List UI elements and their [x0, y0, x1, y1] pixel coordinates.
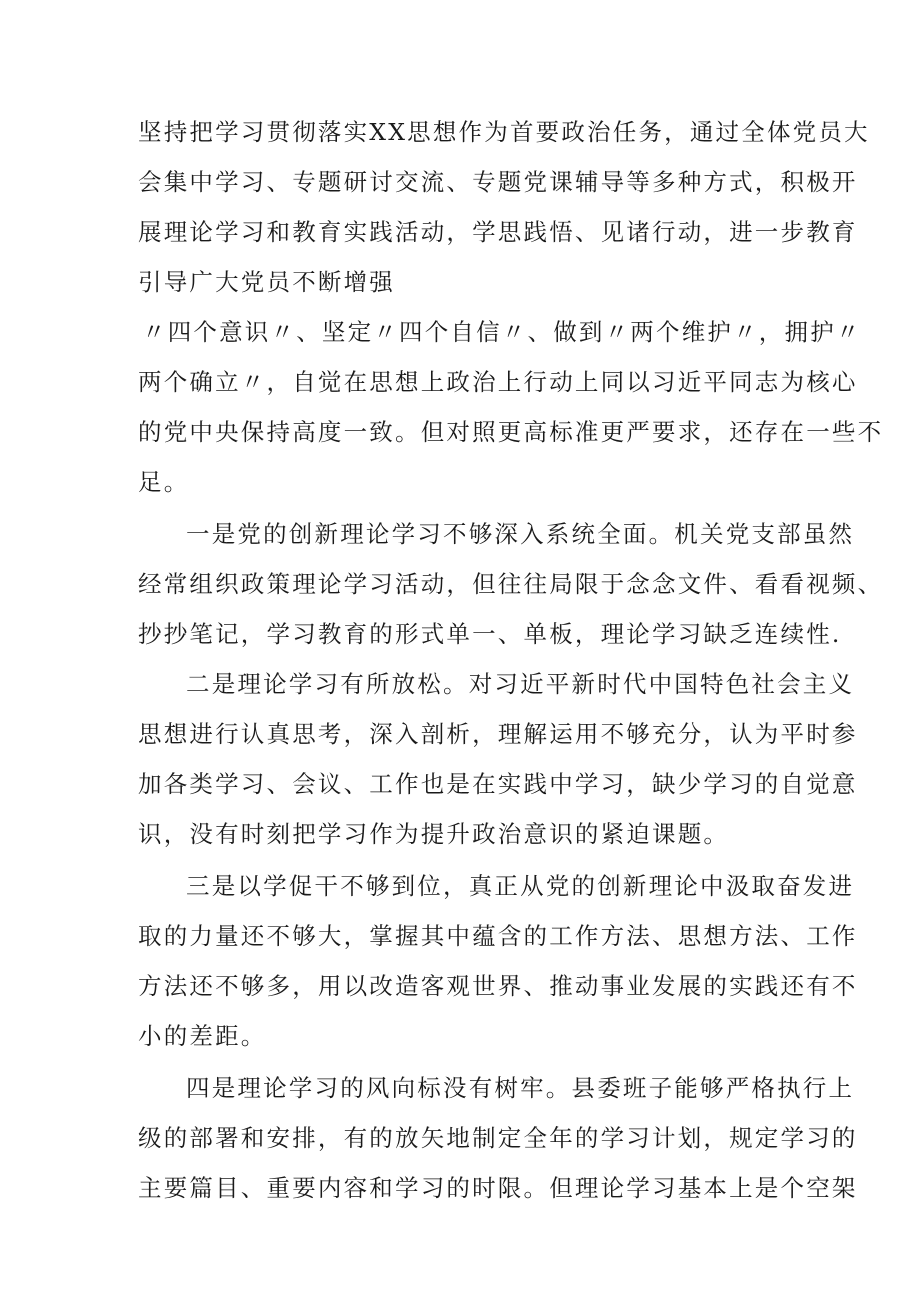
text-line-3: 展理论学习和教育实践活动，学思践悟、见诸行动，进一步教育 [138, 218, 858, 246]
paragraph-3-line-4: 小的差距。 [138, 1022, 267, 1050]
paragraph-2-line-2: 思想进行认真思考，深入剖析，理解运用不够充分，认为平时参 [138, 720, 858, 748]
text-line-7: 的党中央保持高度一致。但对照更高标准更严要求，还存在一些不 [138, 418, 884, 446]
paragraph-2-line-4: 识，没有时刻把学习作为提升政治意识的紧迫课题。 [138, 820, 730, 848]
paragraph-1-line-2: 经常组织政策理论学习活动，但往往局限于念念文件、看看视频、 [138, 570, 884, 598]
text-line-2: 会集中学习、专题研讨交流、专题党课辅导等多种方式，积极开 [138, 168, 858, 196]
paragraph-2-line-3: 加各类学习、会议、工作也是在实践中学习，缺少学习的自觉意 [138, 770, 858, 798]
paragraph-3-line-3: 方法还不够多，用以改造客观世界、推动事业发展的实践还有不 [138, 972, 858, 1000]
paragraph-4-line-1: 四是理论学习的风向标没有树牢。县委班子能够严格执行上 [186, 1074, 855, 1102]
paragraph-4-line-3: 主要篇目、重要内容和学习的时限。但理论学习基本上是个空架 [138, 1174, 858, 1202]
paragraph-4-line-2: 级的部署和安排，有的放矢地制定全年的学习计划，规定学习的 [138, 1124, 858, 1152]
text-line-4: 引导广大党员不断增强 [138, 268, 395, 296]
text-line-6: 两个确立〃，自觉在思想上政治上行动上同以习近平同志为核心 [138, 368, 858, 396]
paragraph-3-line-1: 三是以学促干不够到位，真正从党的创新理论中汲取奋发进 [186, 872, 855, 900]
text-line-5: 〃四个意识〃、坚定〃四个自信〃、做到〃两个维护〃，拥护〃 [142, 318, 862, 346]
text-line-1: 坚持把学习贯彻落实XX思想作为首要政治任务，通过全体党员大 [138, 118, 870, 146]
paragraph-1-line-3: 抄抄笔记，学习教育的形式单一、单板，理论学习缺乏连续性. [138, 620, 842, 648]
paragraph-2-line-1: 二是理论学习有所放松。对习近平新时代中国特色社会主义 [186, 670, 855, 698]
text-line-8: 足。 [138, 468, 190, 496]
paragraph-1-line-1: 一是党的创新理论学习不够深入系统全面。机关党支部虽然 [186, 520, 855, 548]
paragraph-3-line-2: 取的力量还不够大，掌握其中蕴含的工作方法、思想方法、工作 [138, 922, 858, 950]
